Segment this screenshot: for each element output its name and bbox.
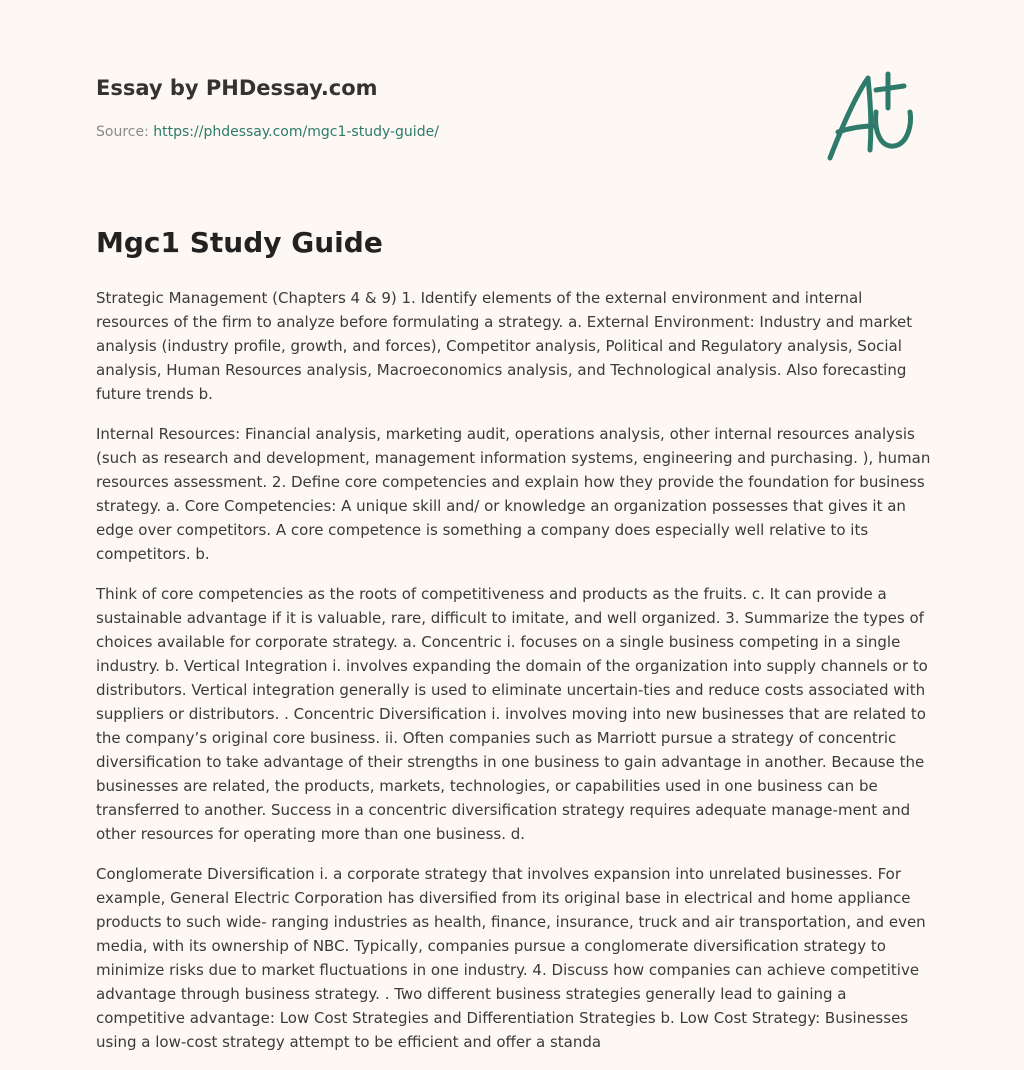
source-label: Source:	[96, 124, 154, 140]
essay-paragraph: Strategic Management (Chapters 4 & 9) 1. Identify elements of the external environment and internal resources of the firm to analyze before formulating a strategy. a. External Environment: Industry and market analysis (industry profile, growth, and forces), Competitor analysis, Political and Regulatory analysis, Social analysis, Human Resources analysis, Macroeconomics analysis, and Technological analysis. Also forecasting future trends b.	[96, 289, 913, 403]
source-line	[96, 124, 439, 140]
page-header	[96, 0, 936, 200]
essay-paragraph: Think of core competencies as the roots of competitiveness and products as the fruits. c. It can provide a sustainable advantage if it is valuable, rare, difficult to imitate, and well organized. 3. Summarize the types of choices available for corporate strategy. a. Concentric i. focuses on a single business competing in a single industry. b. Vertical Integration i. involves expanding the domain of the organization into supply channels or to distributors. Vertical integration generally is used to eliminate uncertain-ties and reduce costs associated with suppliers or distributors. . Concentric Diversification i. involves moving into new businesses that are related to the company’s original core business. ii. Often companies such as Marriott pursue a strategy of concentric diversification to take advantage of their strengths in one business to gain advantage in another. Because the businesses are related, the products, markets, technologies, or capabilities used in one business can be transferred to another. Success in a concentric diversification strategy requires adequate manage-ment and other resources for operating more than one business. d.	[96, 585, 928, 843]
a-plus-logo-icon	[824, 68, 924, 164]
source-link[interactable]: https://phdessay.com/mgc1-study-guide/	[153, 124, 439, 140]
essay-title: Mgc1 Study Guide	[96, 226, 383, 259]
essay-paragraph: Conglomerate Diversification i. a corporate strategy that involves expansion into unrelated businesses. For example, General Electric Corporation has diversified from its original base in electrical and home appliance products to such wide- ranging industries as health, finance, insurance, truck and air transportation, and even media, with its ownership of NBC. Typically, companies pursue a conglomerate diversification strategy to minimize risks due to market fluctuations in one industry. 4. Discuss how companies can achieve competitive advantage through business strategy. . Two different business strategies generally lead to gaining a competitive advantage: Low Cost Strategies and Differentiation Strategies b. Low Cost Strategy: Businesses using a low-cost strategy attempt to be efficient and offer a standa	[96, 865, 926, 1051]
essay-page	[96, 0, 936, 1051]
site-title: Essay by PHDessay.com	[96, 76, 378, 100]
essay-body	[96, 286, 932, 1070]
essay-paragraph: Internal Resources: Financial analysis, marketing audit, operations analysis, other internal resources analysis (such as research and development, management information systems, engineering and purchasing. ), human resources assessment. 2. Define core competencies and explain how they provide the foundation for business strategy. a. Core Competencies: A unique skill and/ or knowledge an organization possesses that gives it an edge over competitors. A core competence is something a company does especially well relative to its competitors. b.	[96, 425, 931, 563]
